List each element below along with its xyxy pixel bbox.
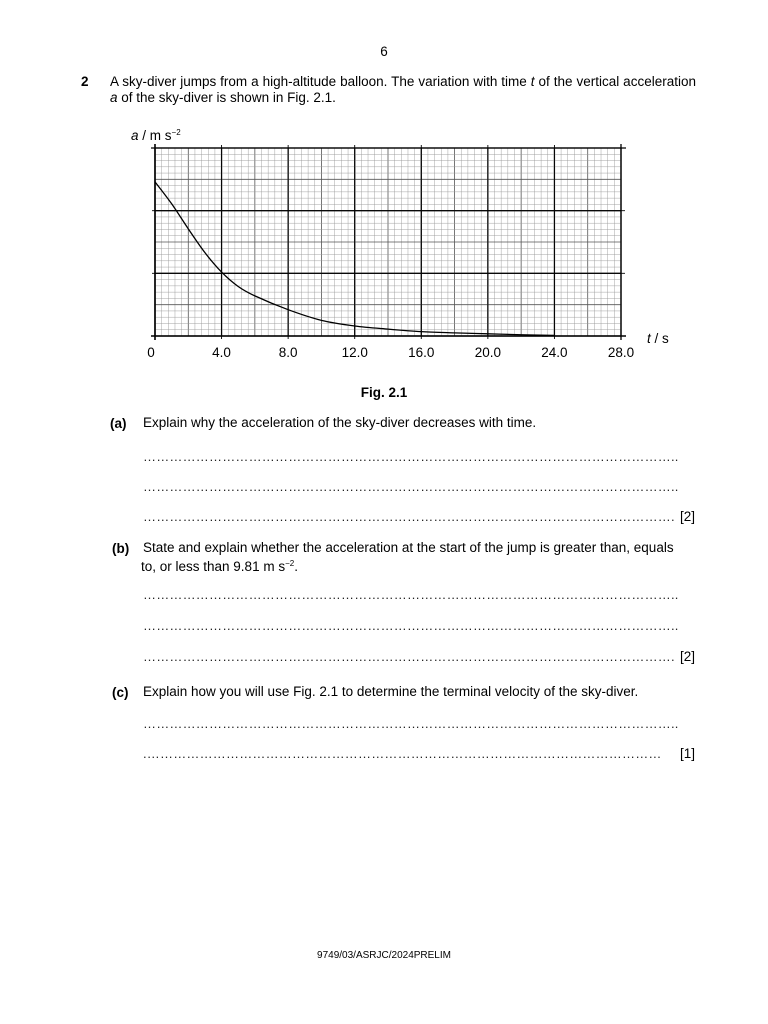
part-c-label: (c) [112,685,129,700]
x-tick-label: 12.0 [341,345,368,360]
part-c-marks: [1] [680,746,696,761]
part-b-answer-line-2[interactable]: ………………………………………………………………………………………………………….. [143,618,679,633]
part-b-text-value: to, or less than 9.81 m s [141,559,286,574]
intro-text-2: of the vertical acceleration [534,74,696,89]
part-a-question: Explain why the acceleration of the sky-diver decreases with time. [143,415,537,430]
paper-code-footer: 9749/03/ASRJC/2024PRELIM [317,950,451,961]
page-number: 6 [380,44,388,59]
part-c-answer-line-1[interactable]: ………………………………………………………………………………………………………….. [143,716,679,731]
part-c-question: Explain how you will use Fig. 2.1 to determine the terminal velocity of the sky-diver. [143,684,639,699]
part-b-question-line-1: State and explain whether the acceleration at the start of the jump is greater than, equals [143,540,674,555]
intro-text-3: of the sky-diver is shown in Fig. 2.1. [117,90,336,105]
part-b-text-end: . [294,559,298,574]
x-tick-label: 8.0 [278,345,298,360]
x-tick-label: 4.0 [212,345,231,360]
part-b-answer-line-1[interactable]: ………………………………………………………………………………………………………….. [143,587,679,602]
question-number: 2 [81,74,89,89]
x-axis-unit: / s [650,331,669,346]
x-tick-label: 28.0 [607,345,635,360]
figure-caption: Fig. 2.1 [360,385,408,400]
part-c-answer-line-2[interactable]: .……………………………………………………………………………………………………… [143,746,662,761]
acceleration-time-graph [0,0,768,380]
y-axis-unit: / m s [138,128,172,143]
y-axis-variable: a [131,128,139,143]
x-axis-label [647,331,669,346]
part-b-label: (b) [112,541,130,556]
part-a-answer-line-1[interactable]: ………………………………………………………………………………………………………….. [143,449,679,464]
intro-variable-t: t [530,74,535,89]
part-a-answer-line-3[interactable]: …………………………………………………………………………………………………………. [143,509,675,524]
intro-text-1: A sky-diver jumps from a high-altitude balloon. The variation with time [110,74,531,89]
part-b-marks: [2] [680,649,696,664]
part-b-unit-exponent: −2 [285,559,295,568]
x-tick-label: 20.0 [474,345,501,360]
intro-variable-a: a [110,90,118,105]
graph-grid [155,148,621,336]
part-a-answer-line-2[interactable]: ………………………………………………………………………………………………………….. [143,479,679,494]
y-axis-unit-exponent: −2 [171,128,181,137]
x-tick-label: 24.0 [541,345,568,360]
x-tick-label: 0 [147,345,155,360]
part-b-answer-line-3[interactable]: …………………………………………………………………………………………………………. [143,649,675,664]
part-b-question-line-2 [141,556,298,575]
part-a-marks: [2] [680,509,696,524]
part-a-label: (a) [110,416,127,431]
x-tick-label: 16.0 [408,345,435,360]
x-axis-variable: t [647,331,651,346]
